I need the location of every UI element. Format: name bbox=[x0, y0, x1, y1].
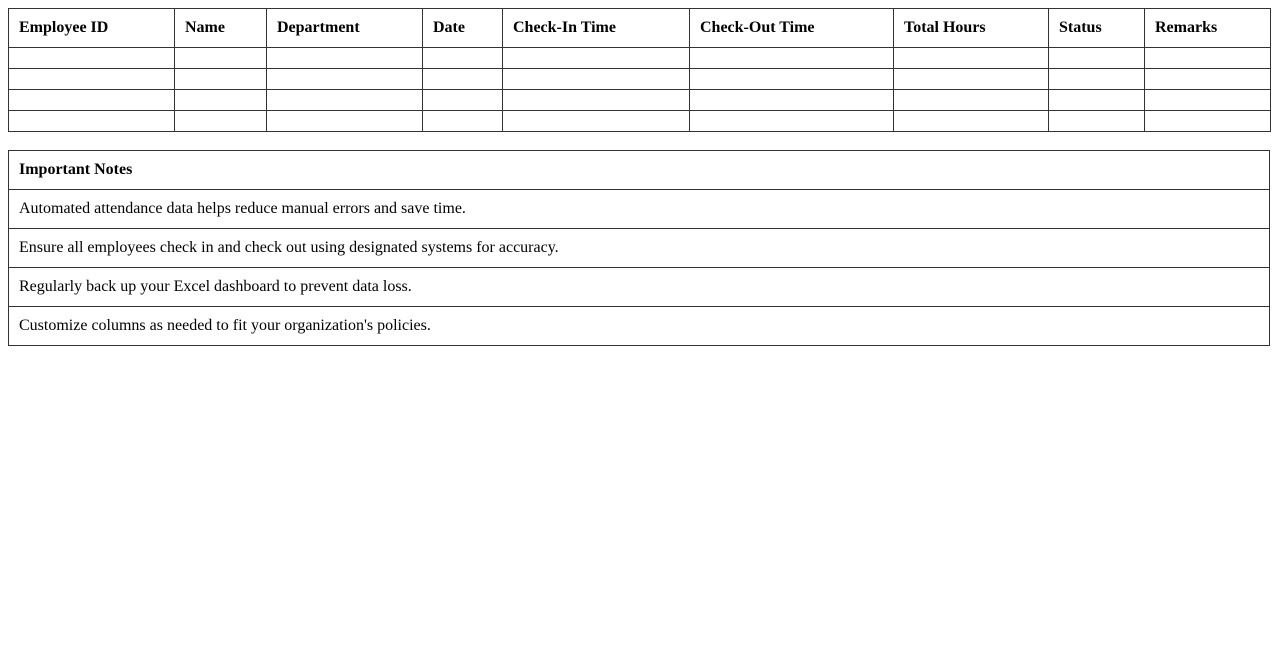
notes-header-row bbox=[9, 151, 1270, 190]
table-cell[interactable] bbox=[175, 111, 267, 132]
list-item bbox=[9, 190, 1270, 229]
table-cell[interactable] bbox=[894, 69, 1049, 90]
table-row bbox=[9, 90, 1271, 111]
list-item bbox=[9, 307, 1270, 346]
table-cell[interactable] bbox=[9, 69, 175, 90]
table-cell[interactable] bbox=[9, 48, 175, 69]
table-cell[interactable] bbox=[267, 90, 423, 111]
table-cell[interactable] bbox=[690, 111, 894, 132]
note-text: Automated attendance data helps reduce manual errors and save time. bbox=[9, 190, 1270, 229]
table-cell[interactable] bbox=[1049, 90, 1145, 111]
table-cell[interactable] bbox=[423, 69, 503, 90]
table-cell[interactable] bbox=[894, 48, 1049, 69]
table-cell[interactable] bbox=[1049, 111, 1145, 132]
table-cell[interactable] bbox=[423, 48, 503, 69]
note-text: Customize columns as needed to fit your organization's policies. bbox=[9, 307, 1270, 346]
table-cell[interactable] bbox=[1145, 48, 1271, 69]
table-cell[interactable] bbox=[690, 90, 894, 111]
table-row bbox=[9, 69, 1271, 90]
table-cell[interactable] bbox=[175, 69, 267, 90]
table-row bbox=[9, 111, 1271, 132]
table-cell[interactable] bbox=[423, 90, 503, 111]
table-cell[interactable] bbox=[690, 69, 894, 90]
table-cell[interactable] bbox=[1145, 111, 1271, 132]
column-header-department: Department bbox=[267, 9, 423, 48]
list-item bbox=[9, 229, 1270, 268]
table-cell[interactable] bbox=[1049, 69, 1145, 90]
table-cell[interactable] bbox=[9, 111, 175, 132]
table-row bbox=[9, 48, 1271, 69]
attendance-table bbox=[8, 8, 1271, 132]
note-text: Ensure all employees check in and check out using designated systems for accuracy. bbox=[9, 229, 1270, 268]
table-cell[interactable] bbox=[1145, 69, 1271, 90]
column-header-status: Status bbox=[1049, 9, 1145, 48]
table-cell[interactable] bbox=[503, 111, 690, 132]
table-cell[interactable] bbox=[175, 90, 267, 111]
column-header-date: Date bbox=[423, 9, 503, 48]
column-header-check-in-time: Check-In Time bbox=[503, 9, 690, 48]
note-text: Regularly back up your Excel dashboard to prevent data loss. bbox=[9, 268, 1270, 307]
column-header-remarks: Remarks bbox=[1145, 9, 1271, 48]
table-cell[interactable] bbox=[894, 111, 1049, 132]
important-notes-table bbox=[8, 150, 1270, 346]
table-cell[interactable] bbox=[267, 69, 423, 90]
column-header-check-out-time: Check-Out Time bbox=[690, 9, 894, 48]
table-cell[interactable] bbox=[175, 48, 267, 69]
column-header-name: Name bbox=[175, 9, 267, 48]
notes-title: Important Notes bbox=[9, 151, 1270, 190]
table-cell[interactable] bbox=[690, 48, 894, 69]
table-cell[interactable] bbox=[267, 48, 423, 69]
table-cell[interactable] bbox=[894, 90, 1049, 111]
column-header-total-hours: Total Hours bbox=[894, 9, 1049, 48]
table-cell[interactable] bbox=[1145, 90, 1271, 111]
column-header-employee-id: Employee ID bbox=[9, 9, 175, 48]
table-cell[interactable] bbox=[423, 111, 503, 132]
table-cell[interactable] bbox=[503, 48, 690, 69]
list-item bbox=[9, 268, 1270, 307]
table-cell[interactable] bbox=[503, 90, 690, 111]
table-header-row bbox=[9, 9, 1271, 48]
table-cell[interactable] bbox=[267, 111, 423, 132]
table-cell[interactable] bbox=[503, 69, 690, 90]
table-cell[interactable] bbox=[1049, 48, 1145, 69]
table-cell[interactable] bbox=[9, 90, 175, 111]
